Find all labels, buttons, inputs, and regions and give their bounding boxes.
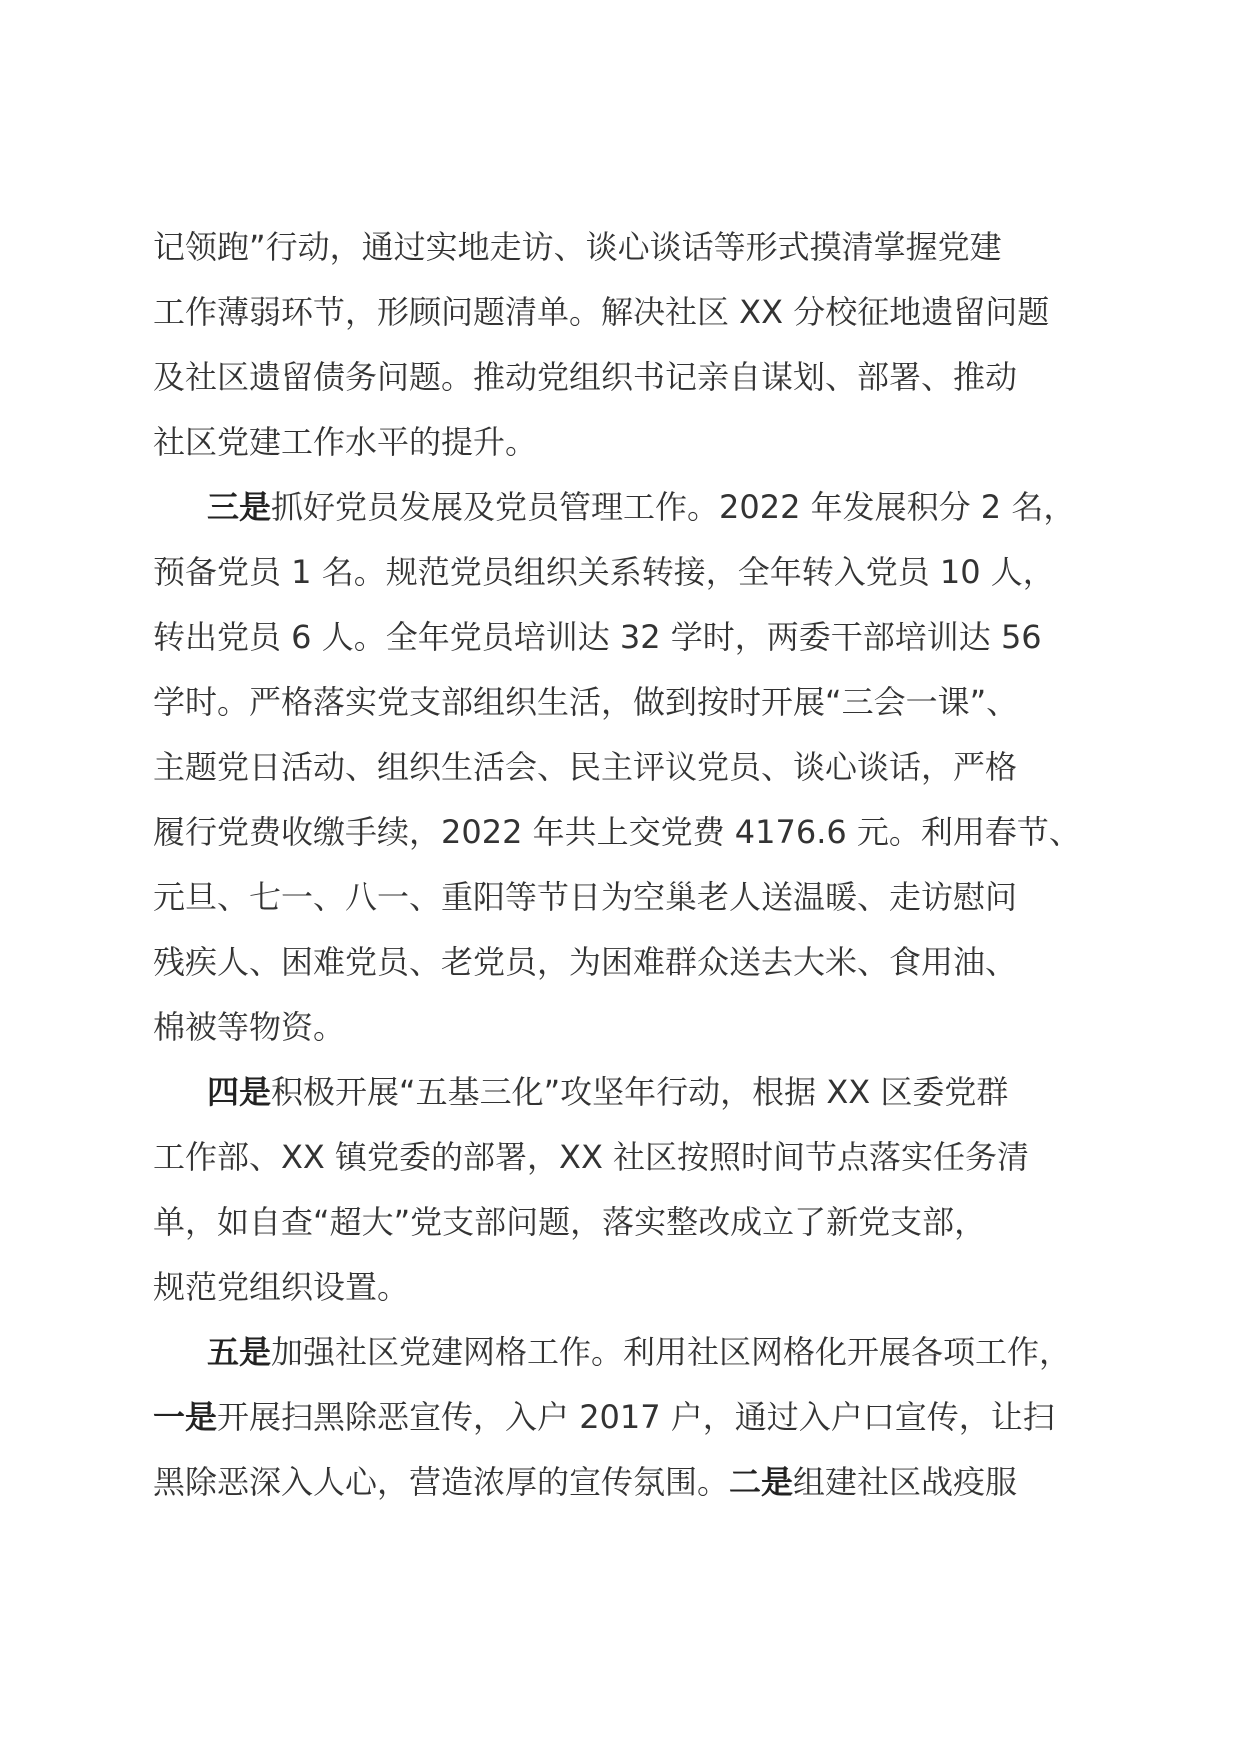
text-line bbox=[153, 1125, 1113, 1190]
text-line bbox=[153, 1385, 1113, 1450]
text-run: 开展扫黑除恶宣传，入户 2017 户，通过入户口宣传，让扫 bbox=[217, 1398, 1055, 1436]
text-run: 积极开展“五基三化”攻坚年行动，根据 XX 区委党群 bbox=[271, 1073, 1009, 1111]
text-run: 工作部、XX 镇党委的部署，XX 社区按照时间节点落实任务清 bbox=[153, 1138, 1030, 1176]
text-line bbox=[153, 1190, 1113, 1255]
text-run: 规范党组织设置。 bbox=[153, 1268, 410, 1306]
paragraph-start-line bbox=[153, 1060, 1113, 1125]
text-line bbox=[153, 215, 1113, 280]
bold-lead: 一是 bbox=[153, 1398, 218, 1436]
text-line bbox=[153, 1450, 1113, 1515]
text-run: 元旦、七一、八一、重阳等节日为空巢老人送温暖、走访慰问 bbox=[153, 878, 1018, 916]
text-line bbox=[153, 345, 1113, 410]
text-run: 学时。严格落实党支部组织生活，做到按时开展“三会一课”、 bbox=[153, 683, 1019, 721]
text-run: 残疾人、困难党员、老党员，为困难群众送去大米、食用油、 bbox=[153, 943, 1018, 981]
text-line bbox=[153, 605, 1113, 670]
text-line bbox=[153, 540, 1113, 605]
document-body bbox=[153, 215, 1113, 1515]
bold-lead: 四是 bbox=[207, 1073, 272, 1111]
text-line bbox=[153, 1255, 1113, 1320]
bold-lead: 二是 bbox=[729, 1463, 794, 1501]
text-run: 组建社区战疫服 bbox=[793, 1463, 1018, 1501]
text-run: 黑除恶深入人心，营造浓厚的宣传氛围。 bbox=[153, 1463, 730, 1501]
text-run: 加强社区党建网格工作。利用社区网格化开展各项工作， bbox=[271, 1333, 1072, 1371]
text-run: 抓好党员发展及党员管理工作。2022 年发展积分 2 名， bbox=[271, 488, 1076, 526]
text-line bbox=[153, 735, 1113, 800]
bold-lead: 五是 bbox=[207, 1333, 272, 1371]
text-run: 单，如自查“超大”党支部问题，落实整改成立了新党支部， bbox=[153, 1203, 987, 1241]
paragraph-start-line bbox=[153, 475, 1113, 540]
text-line bbox=[153, 995, 1113, 1060]
bold-lead: 三是 bbox=[207, 488, 272, 526]
text-line bbox=[153, 670, 1113, 735]
text-run: 主题党日活动、组织生活会、民主评议党员、谈心谈话，严格 bbox=[153, 748, 1018, 786]
text-run: 社区党建工作水平的提升。 bbox=[153, 423, 538, 461]
text-run: 记领跑”行动，通过实地走访、谈心谈话等形式摸清掌握党建 bbox=[153, 228, 1002, 266]
text-line bbox=[153, 865, 1113, 930]
text-run: 预备党员 1 名。规范党员组织关系转接，全年转入党员 10 人， bbox=[153, 553, 1055, 591]
text-line bbox=[153, 280, 1113, 345]
text-run: 及社区遗留债务问题。推动党组织书记亲自谋划、部署、推动 bbox=[153, 358, 1018, 396]
text-line bbox=[153, 800, 1113, 865]
text-run: 棉被等物资。 bbox=[153, 1008, 346, 1046]
text-run: 履行党费收缴手续，2022 年共上交党费 4176.6 元。利用春节、 bbox=[153, 813, 1081, 851]
text-run: 工作薄弱环节，形顾问题清单。解决社区 XX 分校征地遗留问题 bbox=[153, 293, 1050, 331]
paragraph-start-line bbox=[153, 1320, 1113, 1385]
text-line bbox=[153, 410, 1113, 475]
text-run: 转出党员 6 人。全年党员培训达 32 学时，两委干部培训达 56 bbox=[153, 618, 1042, 656]
text-line bbox=[153, 930, 1113, 995]
